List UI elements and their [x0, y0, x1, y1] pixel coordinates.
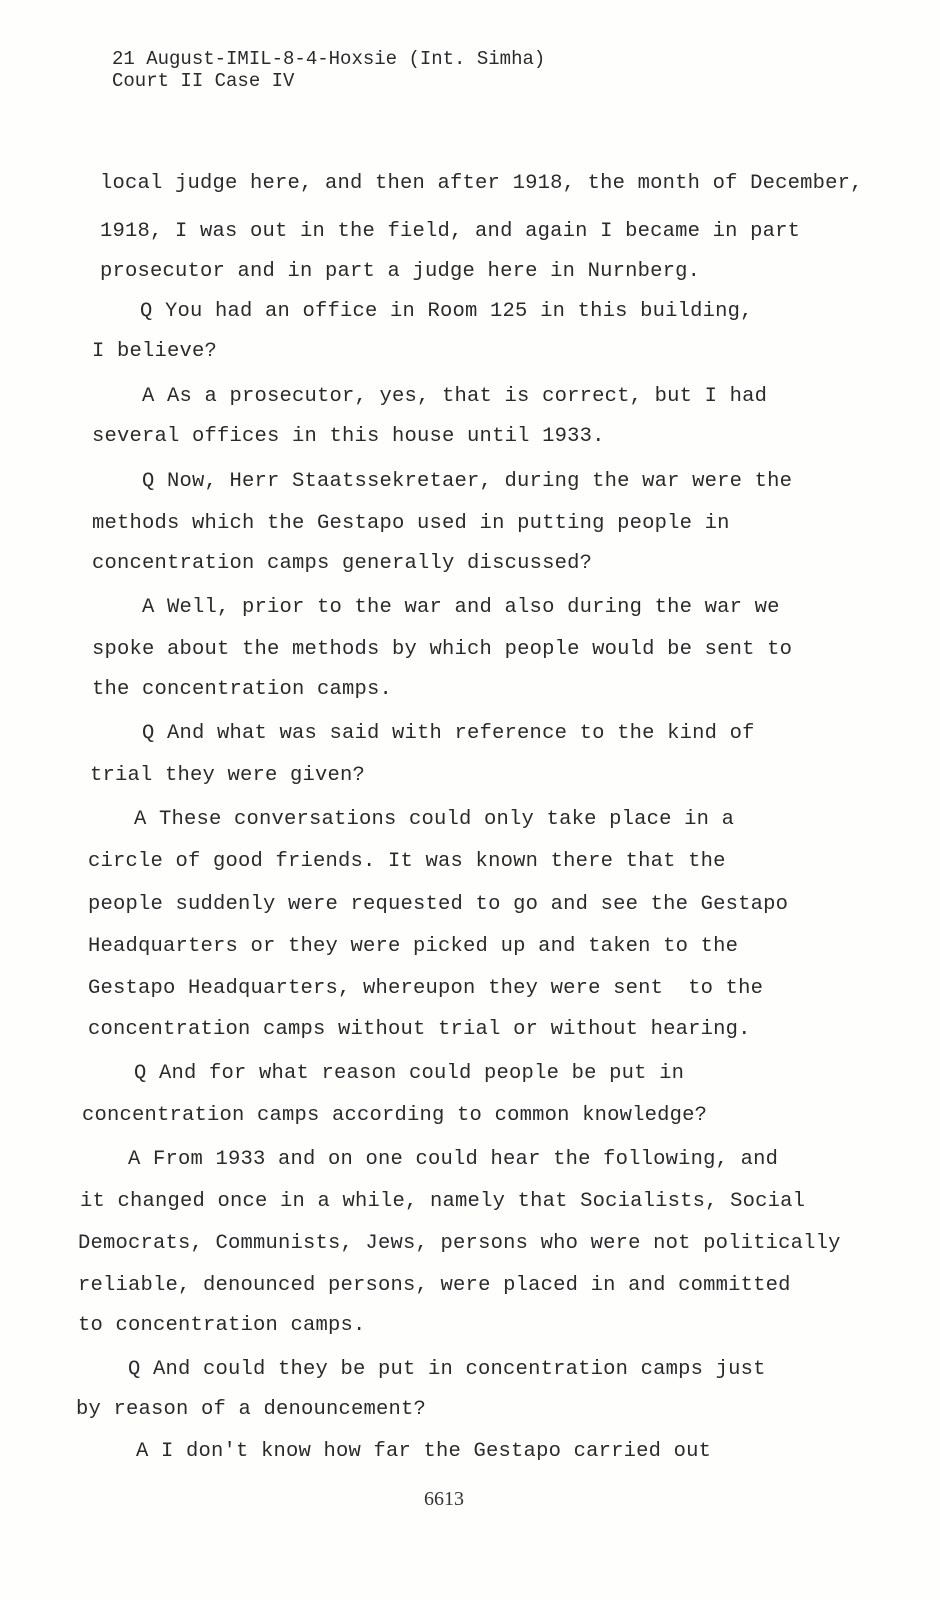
- transcript-line: trial they were given?: [90, 764, 366, 787]
- transcript-line: several offices in this house until 1933.: [92, 425, 605, 448]
- transcript-line: A From 1933 and on one could hear the following, and: [128, 1148, 779, 1171]
- transcript-line: 1918, I was out in the field, and again I became in part: [100, 220, 801, 243]
- transcript-line: concentration camps according to common knowledge?: [82, 1104, 708, 1127]
- transcript-line: I believe?: [92, 340, 218, 363]
- transcript-line: by reason of a denouncement?: [76, 1398, 427, 1421]
- transcript-line: people suddenly were requested to go and see the Gestapo: [88, 893, 789, 916]
- transcript-line: A These conversations could only take place in a: [134, 808, 735, 831]
- transcript-line: Headquarters or they were picked up and taken to the: [88, 935, 739, 958]
- transcript-line: concentration camps without trial or without hearing.: [88, 1018, 751, 1041]
- transcript-line: the concentration camps.: [92, 678, 393, 701]
- header-court-line: Court II Case IV: [112, 70, 295, 92]
- transcript-line: Q Now, Herr Staatssekretaer, during the war were the: [142, 470, 793, 493]
- transcript-line: it changed once in a while, namely that Socialists, Social: [80, 1190, 806, 1213]
- transcript-line: reliable, denounced persons, were placed in and committed: [78, 1274, 791, 1297]
- transcript-line: methods which the Gestapo used in putting people in: [92, 512, 730, 535]
- page-number: 6613: [424, 1488, 464, 1510]
- transcript-line: Q And for what reason could people be put in: [134, 1062, 685, 1085]
- transcript-line: A I don't know how far the Gestapo carried out: [136, 1440, 712, 1463]
- transcript-line: Gestapo Headquarters, whereupon they were sent to the: [88, 977, 764, 1000]
- transcript-line: concentration camps generally discussed?: [92, 552, 593, 575]
- transcript-line: spoke about the methods by which people would be sent to: [92, 638, 793, 661]
- transcript-line: local judge here, and then after 1918, the month of December,: [100, 172, 863, 195]
- transcript-line: circle of good friends. It was known there that the: [88, 850, 726, 873]
- header-session-line: 21 August-IMIL-8-4-Hoxsie (Int. Simha): [112, 48, 546, 70]
- transcript-line: to concentration camps.: [78, 1314, 366, 1337]
- transcript-line: Democrats, Communists, Jews, persons who were not politically: [78, 1232, 841, 1255]
- transcript-line: Q And could they be put in concentration camps just: [128, 1358, 766, 1381]
- transcript-line: prosecutor and in part a judge here in Nurnberg.: [100, 260, 701, 283]
- transcript-line: Q You had an office in Room 125 in this building,: [140, 300, 753, 323]
- transcript-line: Q And what was said with reference to the kind of: [142, 722, 755, 745]
- document-header: [112, 48, 545, 92]
- transcript-line: A As a prosecutor, yes, that is correct, but I had: [142, 385, 768, 408]
- transcript-line: A Well, prior to the war and also during the war we: [142, 596, 780, 619]
